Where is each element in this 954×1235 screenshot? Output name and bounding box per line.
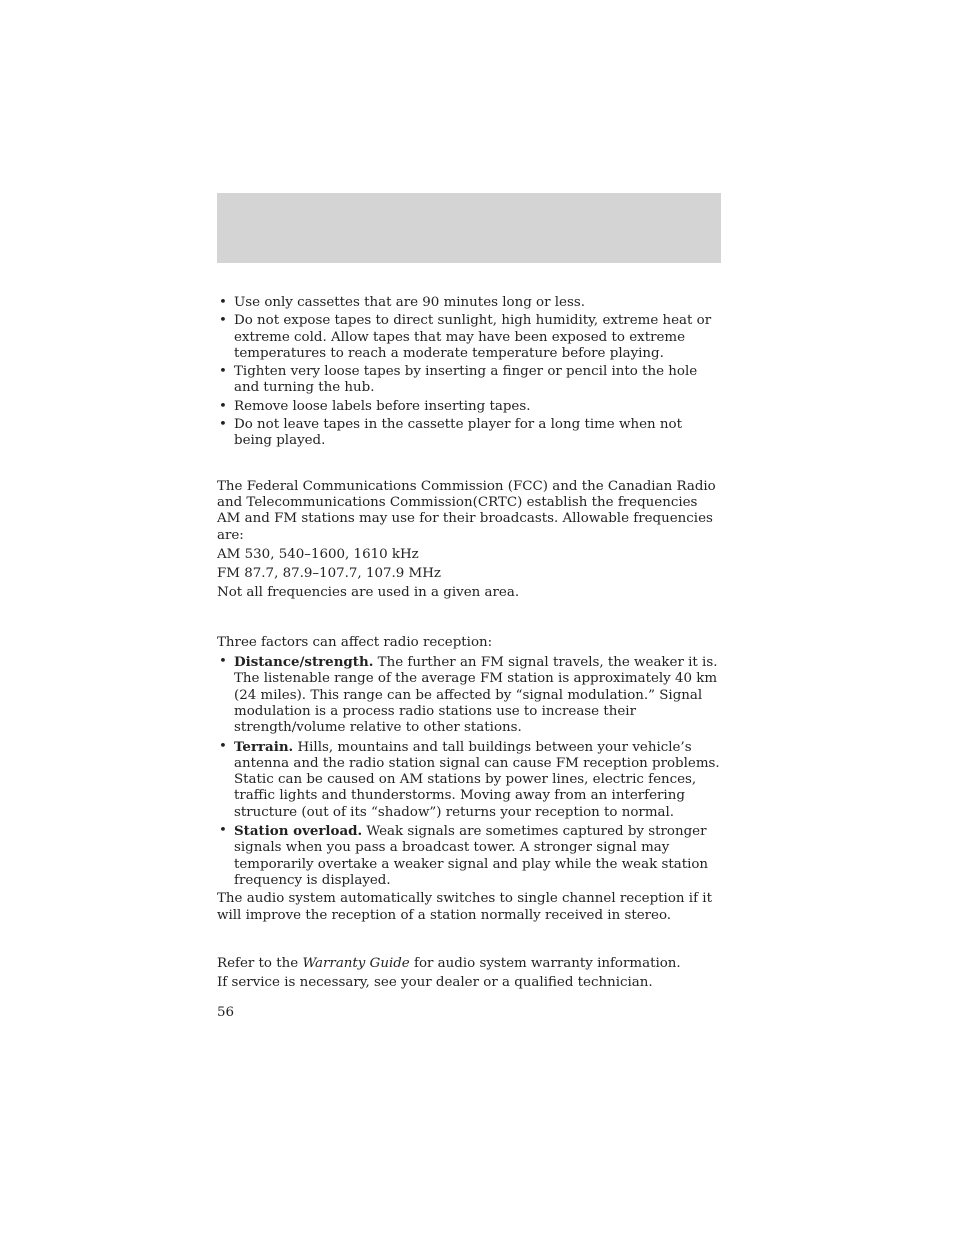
frequencies-intro: The Federal Communications Commission (FCC) and the Canadian Radio and Telecommunications Commission(CRTC) establish the frequencies AM and FM stations may use for their broadcasts. Allowable frequencies are: xyxy=(217,478,716,543)
am-frequencies: AM 530, 540–1600, 1610 kHz xyxy=(217,546,419,562)
page-number: 56 xyxy=(217,1005,235,1021)
warranty-guide-title: Warranty Guide xyxy=(302,955,410,971)
mono-reception-note: The audio system automatically switches to single channel reception if it will improve the reception of a station normally received in stereo. xyxy=(217,891,712,923)
list-item xyxy=(217,739,722,821)
factor-term: Terrain. xyxy=(234,738,294,755)
factor-text: Hills, mountains and tall buildings between your vehicle’s antenna and the radio station signal can cause FM reception problems. Static can be caused on AM stations by power lines, electric fences, traffic lights and thunderstorms. Moving away from an interfering structure (out of its “shadow”) returns your reception to normal. xyxy=(234,739,720,820)
fm-frequencies: FM 87.7, 87.9–107.7, 107.9 MHz xyxy=(217,566,441,582)
warranty-reference: Refer to the Warranty Guide for audio system warranty information. xyxy=(217,955,681,971)
list-item: • Do not leave tapes in the cassette player for a long time when not being played. xyxy=(217,417,722,450)
list-item: • Tighten very loose tapes by inserting a finger or pencil into the hole and turning the hub. xyxy=(217,364,722,397)
cassette-tips-list xyxy=(217,295,722,450)
factor-term: Station overload. xyxy=(234,823,363,840)
list-item: • Use only cassettes that are 90 minutes long or less. xyxy=(217,295,722,311)
reception-intro: Three factors can affect radio reception: xyxy=(217,634,493,650)
factor-text: The further an FM signal travels, the weaker it is. The listenable range of the average FM station is approximately 40 km (24 miles). This range can be affected by “signal modulation.” Signal modulation is a process radio stations use to increase their strength/volume relative to other stations. xyxy=(234,655,718,736)
service-note: If service is necessary, see your dealer or a qualified technician. xyxy=(217,975,653,991)
frequencies-note: Not all frequencies are used in a given area. xyxy=(217,585,520,601)
list-item xyxy=(217,654,722,736)
reception-factors-list xyxy=(217,654,722,889)
factor-term: Distance/strength. xyxy=(234,654,374,671)
section-header-band xyxy=(217,193,721,263)
page-body xyxy=(217,295,722,1025)
list-item: • Do not expose tapes to direct sunlight, high humidity, extreme heat or extreme cold. Allow tapes that may have been exposed to extreme temperatures to reach a moderate temperature before playing. xyxy=(217,313,722,362)
factor-text: Weak signals are sometimes captured by stronger signals when you pass a broadcast tower. A stronger signal may temporarily overtake a weaker signal and play while the weak station frequency is displayed. xyxy=(234,824,709,888)
list-item: • Remove loose labels before inserting tapes. xyxy=(217,399,722,415)
list-item xyxy=(217,823,722,889)
